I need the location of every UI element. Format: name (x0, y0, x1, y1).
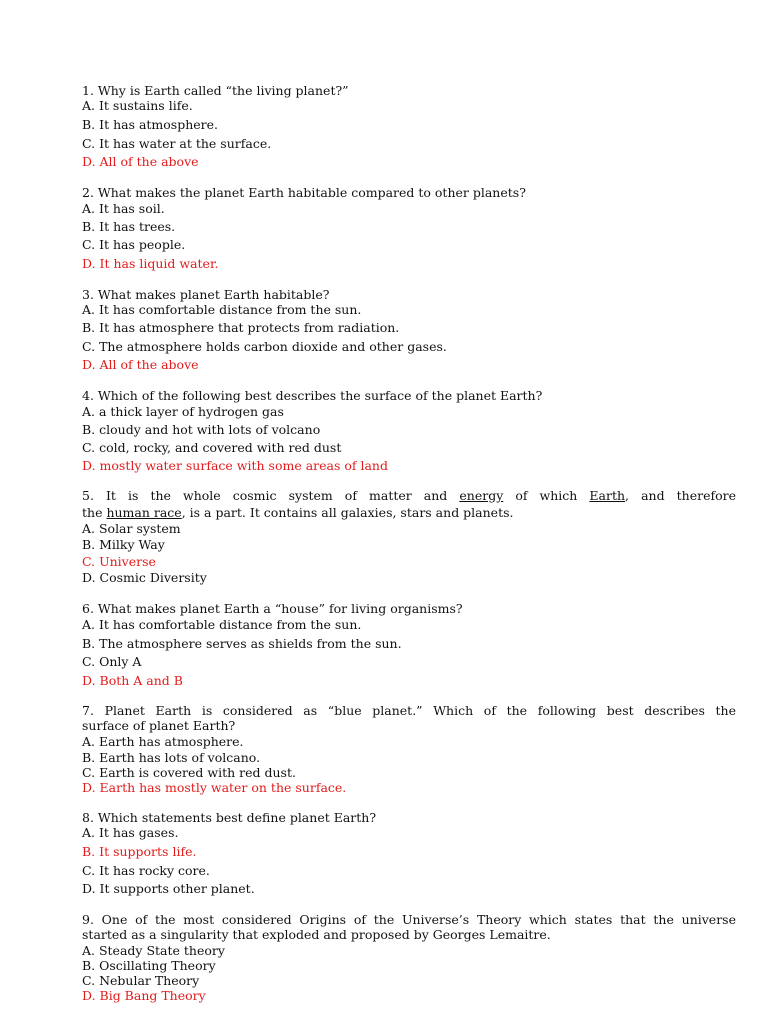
question-stem: 3. What makes planet Earth habitable? (82, 287, 330, 302)
question-9 (82, 912, 736, 1007)
stem-text: of which (503, 488, 590, 503)
option-a: A. Earth has atmosphere. (82, 734, 244, 749)
option-b: B. It has atmosphere. (82, 117, 219, 132)
option-c: C. cold, rocky, and covered with red dust (82, 440, 342, 455)
option-a: A. Steady State theory (82, 943, 225, 958)
option-d-answer: D. Earth has mostly water on the surface. (82, 780, 347, 795)
question-3 (82, 287, 736, 377)
question-stem: 1. Why is Earth called “the living planet?” (82, 83, 349, 98)
option-a: A. It has gases. (82, 825, 179, 840)
option-a: A. a thick layer of hydrogen gas (82, 404, 284, 419)
option-d-answer: D. All of the above (82, 154, 199, 169)
option-a: A. It has comfortable distance from the sun. (82, 302, 362, 317)
question-stem: 4. Which of the following best describes the surface of the planet Earth? (82, 388, 543, 403)
question-stem-line-2: started as a singularity that exploded and proposed by Georges Lemaitre. (82, 927, 551, 942)
option-c: C. It has rocky core. (82, 863, 210, 878)
question-stem-line-2 (82, 505, 513, 520)
question-4 (82, 388, 736, 478)
option-c: C. The atmosphere holds carbon dioxide and other gases. (82, 339, 447, 354)
option-c: C. Earth is covered with red dust. (82, 765, 296, 780)
stem-text: , and therefore (625, 488, 737, 503)
question-2 (82, 185, 736, 275)
option-c: C. Only A (82, 654, 142, 669)
option-c: C. Nebular Theory (82, 973, 200, 988)
option-b: B. Milky Way (82, 537, 165, 552)
option-a: A. It has comfortable distance from the sun. (82, 617, 362, 632)
question-stem-line-1: 7. Planet Earth is considered as “blue planet.” Which of the following best describes the (82, 703, 736, 718)
question-8 (82, 810, 736, 900)
link-earth[interactable]: Earth (589, 488, 626, 503)
option-c-answer: C. Universe (82, 554, 156, 569)
question-stem: 8. Which statements best define planet Earth? (82, 810, 377, 825)
option-a: A. Solar system (82, 521, 181, 536)
option-b: B. It has atmosphere that protects from radiation. (82, 320, 400, 335)
question-6 (82, 601, 736, 691)
option-d-answer: D. Both A and B (82, 673, 183, 688)
option-b: B. The atmosphere serves as shields from the sun. (82, 636, 402, 651)
option-b-answer: B. It supports life. (82, 844, 197, 859)
question-stem-line-1: 9. One of the most considered Origins of the Universe’s Theory which states that the universe (82, 912, 736, 927)
option-b: B. Earth has lots of volcano. (82, 750, 261, 765)
option-b: B. It has trees. (82, 219, 176, 234)
option-d: D. Cosmic Diversity (82, 570, 207, 585)
option-a: A. It has soil. (82, 201, 165, 216)
stem-text: , is a part. It contains all galaxies, stars and planets. (181, 505, 514, 520)
question-7 (82, 703, 736, 798)
option-b: B. cloudy and hot with lots of volcano (82, 422, 321, 437)
question-1 (82, 83, 736, 173)
option-d-answer: D. It has liquid water. (82, 256, 219, 271)
option-a: A. It sustains life. (82, 98, 193, 113)
stem-text: 5. It is the whole cosmic system of matter and (82, 488, 460, 503)
question-5 (82, 488, 736, 588)
question-stem-line-1 (82, 488, 736, 503)
question-stem-line-2: surface of planet Earth? (82, 718, 236, 733)
option-b: B. Oscillating Theory (82, 958, 216, 973)
option-d: D. It supports other planet. (82, 881, 255, 896)
option-c: C. It has people. (82, 237, 186, 252)
stem-text: the (82, 505, 107, 520)
link-energy[interactable]: energy (459, 488, 504, 503)
question-stem: 2. What makes the planet Earth habitable compared to other planets? (82, 185, 526, 200)
question-stem: 6. What makes planet Earth a “house” for living organisms? (82, 601, 463, 616)
option-d-answer: D. mostly water surface with some areas of land (82, 458, 388, 473)
option-d-answer: D. Big Bang Theory (82, 988, 206, 1003)
option-c: C. It has water at the surface. (82, 136, 272, 151)
link-human-race[interactable]: human race (106, 505, 182, 520)
option-d-answer: D. All of the above (82, 357, 199, 372)
